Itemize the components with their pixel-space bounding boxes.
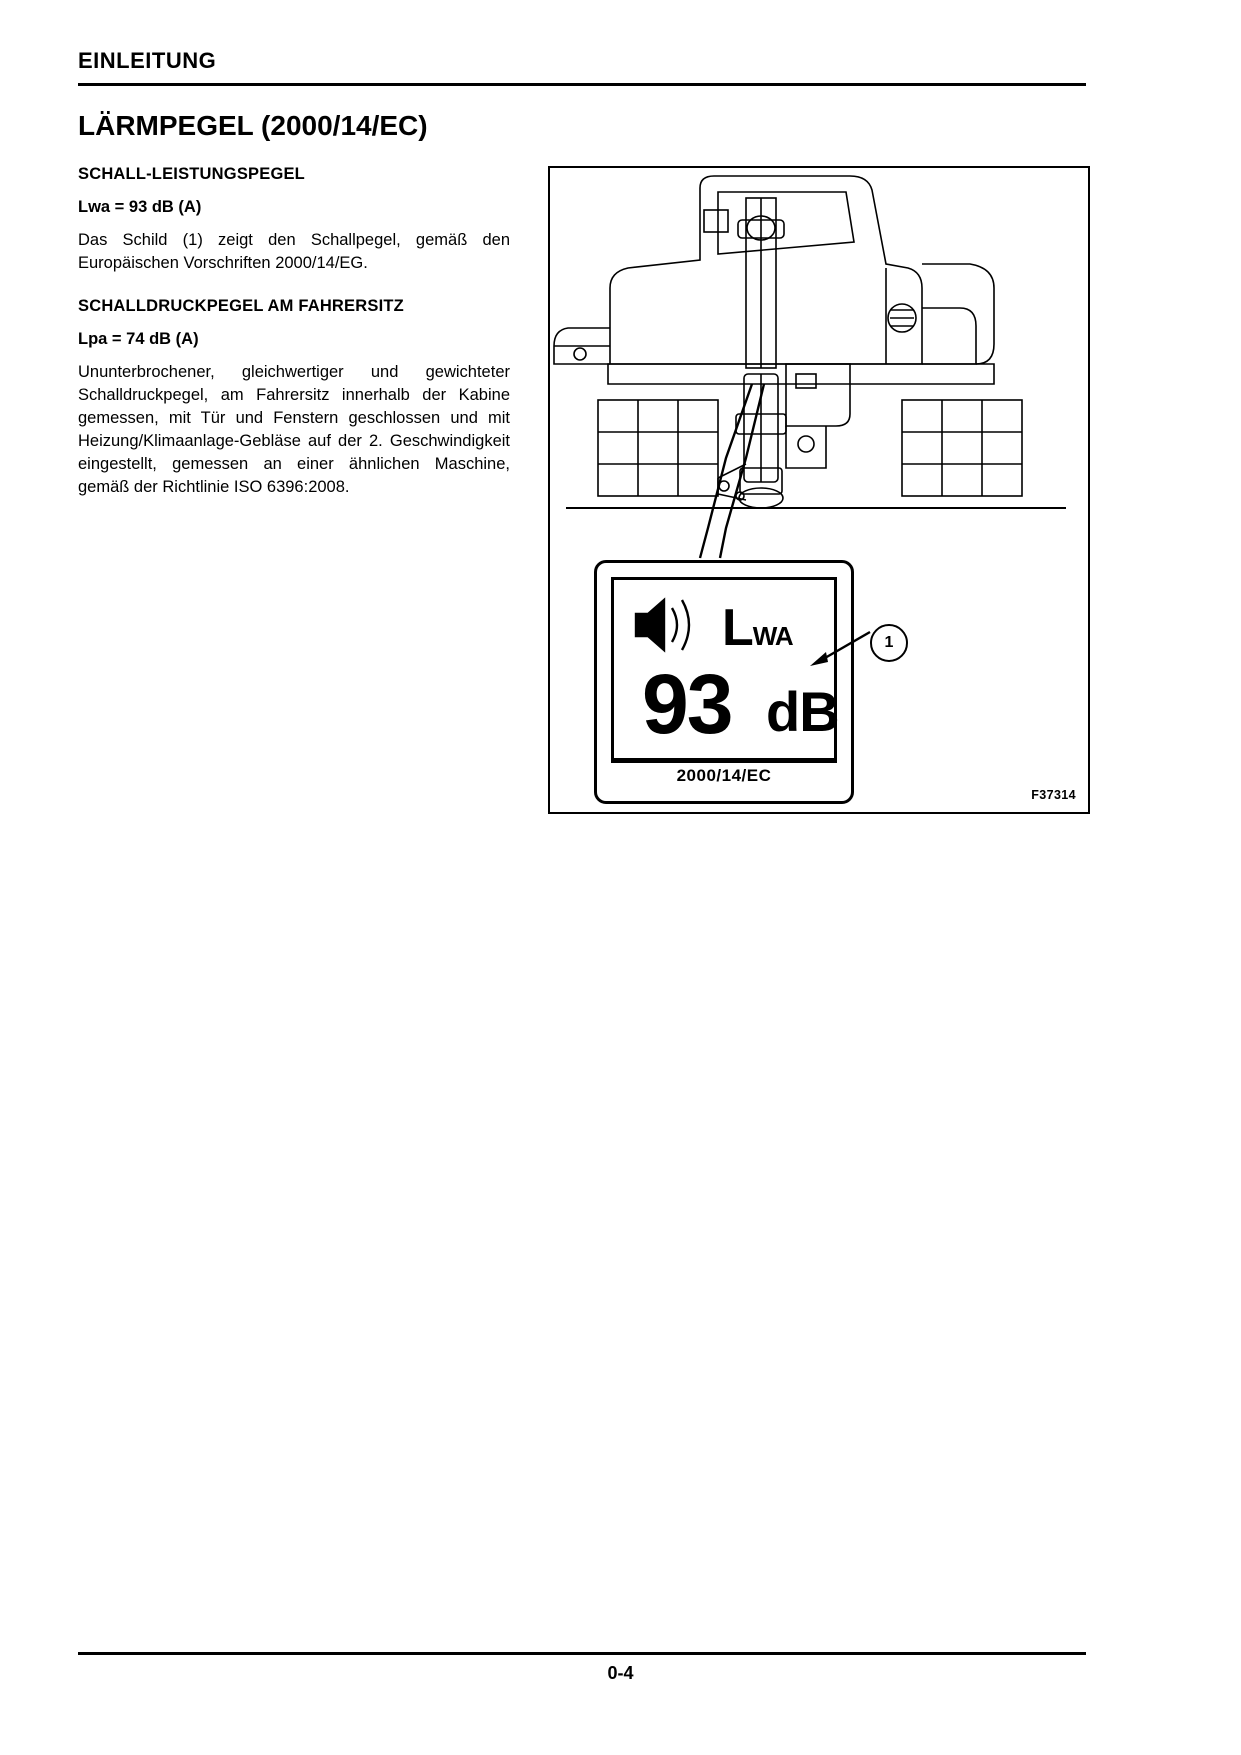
- sound-pressure-value: Lpa = 74 dB (A): [78, 330, 199, 348]
- plate-norm-label: 2000/14/EC: [676, 766, 772, 785]
- figure-noise-level-plate: [548, 166, 1090, 814]
- speaker-icon: [628, 594, 698, 656]
- plate-db-number: 93: [642, 657, 732, 751]
- sound-power-body: Das Schild (1) zeigt den Schallpegel, gemäß den Europäischen Vorschriften 2000/14/EG.: [78, 231, 510, 272]
- figure-code: F37314: [1031, 788, 1076, 802]
- plate-inner-border: [611, 577, 837, 761]
- page-number: 0-4: [607, 1663, 634, 1683]
- plate-db-unit: dB: [766, 680, 839, 743]
- callout-marker-1: 1: [870, 624, 908, 662]
- page-header-title: EINLEITUNG: [78, 48, 217, 73]
- sound-power-value: Lwa = 93 dB (A): [78, 198, 202, 216]
- noise-level-plate: [594, 560, 854, 804]
- footer-divider: [78, 1652, 1086, 1655]
- section-heading-sound-power: SCHALL-LEISTUNGSPEGEL: [78, 165, 305, 183]
- section-heading-sound-pressure: SCHALLDRUCKPEGEL AM FAHRERSITZ: [78, 297, 404, 315]
- sound-pressure-body: Ununterbrochener, gleichwertiger und gewichteter Schalldruckpegel, am Fahrersitz innerhalb der Kabine gemessen, mit Tür und Fenstern geschlossen und mit Heizung/Klimaanlage-Gebläse auf der 2. Geschwindigkeit eingestellt, gemessen an einer ähnlichen Maschine, gemäß der Richtlinie ISO 6396:2008.: [78, 363, 510, 496]
- page-title: LÄRMPEGEL (2000/14/EC): [78, 110, 428, 141]
- callout-arrow: [806, 628, 876, 668]
- header-divider: [78, 83, 1086, 86]
- plate-lwa-label: LWA: [722, 599, 793, 657]
- excavator-line-drawing: [550, 168, 1084, 568]
- plate-divider: [611, 761, 837, 763]
- text-column: [78, 165, 510, 499]
